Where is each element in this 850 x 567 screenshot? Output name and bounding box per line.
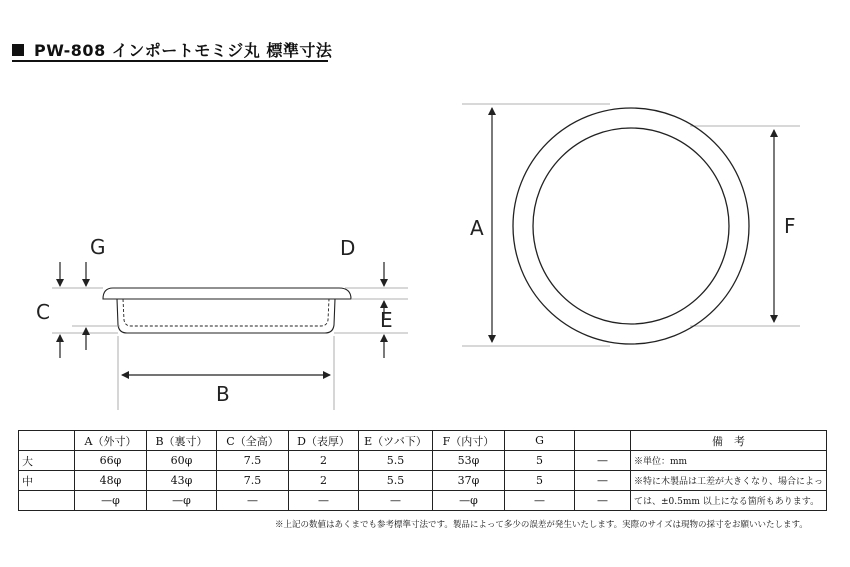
header-cell: F（内寸） [433, 431, 505, 451]
cell-d: — [289, 491, 359, 511]
cell-e: 5.5 [359, 471, 433, 491]
cell-extra: — [575, 491, 631, 511]
cell-c: 7.5 [217, 471, 289, 491]
side-view-profile [103, 288, 351, 333]
header-cell: B（裏寸） [147, 431, 217, 451]
row-size: 中 [19, 471, 75, 491]
spec-table [18, 430, 827, 511]
top-view-rings [513, 108, 749, 344]
cell-g: 5 [505, 451, 575, 471]
cell-extra: — [575, 451, 631, 471]
cell-c: 7.5 [217, 451, 289, 471]
table-row [19, 471, 827, 491]
cell-g: — [505, 491, 575, 511]
cell-f: 37φ [433, 471, 505, 491]
header-cell: A（外寸） [75, 431, 147, 451]
cell-g: 5 [505, 471, 575, 491]
cell-b: 60φ [147, 451, 217, 471]
note-cell: ては、±0.5mm 以上になる箇所もあります。 [631, 491, 827, 511]
cell-a: 48φ [75, 471, 147, 491]
label-g: G [90, 235, 106, 259]
note-cell: ※単位：mm [631, 451, 827, 471]
cell-b: 43φ [147, 471, 217, 491]
cell-extra: — [575, 471, 631, 491]
cell-b: —φ [147, 491, 217, 511]
label-e: E [380, 308, 393, 332]
header-cell-notes: 備 考 [631, 431, 827, 451]
label-f: F [784, 214, 796, 238]
table-row [19, 451, 827, 471]
header-cell [19, 431, 75, 451]
cell-a: 66φ [75, 451, 147, 471]
header-cell: D（表厚） [289, 431, 359, 451]
header-cell: E（ツバ下） [359, 431, 433, 451]
dimension-arrows [60, 108, 774, 375]
header-cell: G [505, 431, 575, 451]
header-cell [575, 431, 631, 451]
header-cell: C（全高） [217, 431, 289, 451]
footnote: ※上記の数値はあくまでも参考標準寸法です。製品によって多少の誤差が発生いたします。実際のサイズは現物の採寸をお願いいたします。 [275, 520, 808, 530]
label-b: B [216, 382, 230, 406]
table-header-row [19, 431, 827, 451]
cell-a: —φ [75, 491, 147, 511]
title-text: PW-808 インポートモミジ丸 標準寸法 [34, 41, 333, 60]
cell-d: 2 [289, 471, 359, 491]
cell-c: — [217, 491, 289, 511]
label-a: A [470, 216, 484, 240]
table-row [19, 491, 827, 511]
cell-f: 53φ [433, 451, 505, 471]
label-c: C [36, 300, 50, 324]
note-cell: ※特に木製品は工差が大きくなり、場合によっ [631, 471, 827, 491]
cell-f: —φ [433, 491, 505, 511]
cell-e: — [359, 491, 433, 511]
cell-d: 2 [289, 451, 359, 471]
row-size [19, 491, 75, 511]
row-size: 大 [19, 451, 75, 471]
cell-e: 5.5 [359, 451, 433, 471]
extension-lines [52, 104, 800, 410]
label-d: D [340, 236, 356, 260]
